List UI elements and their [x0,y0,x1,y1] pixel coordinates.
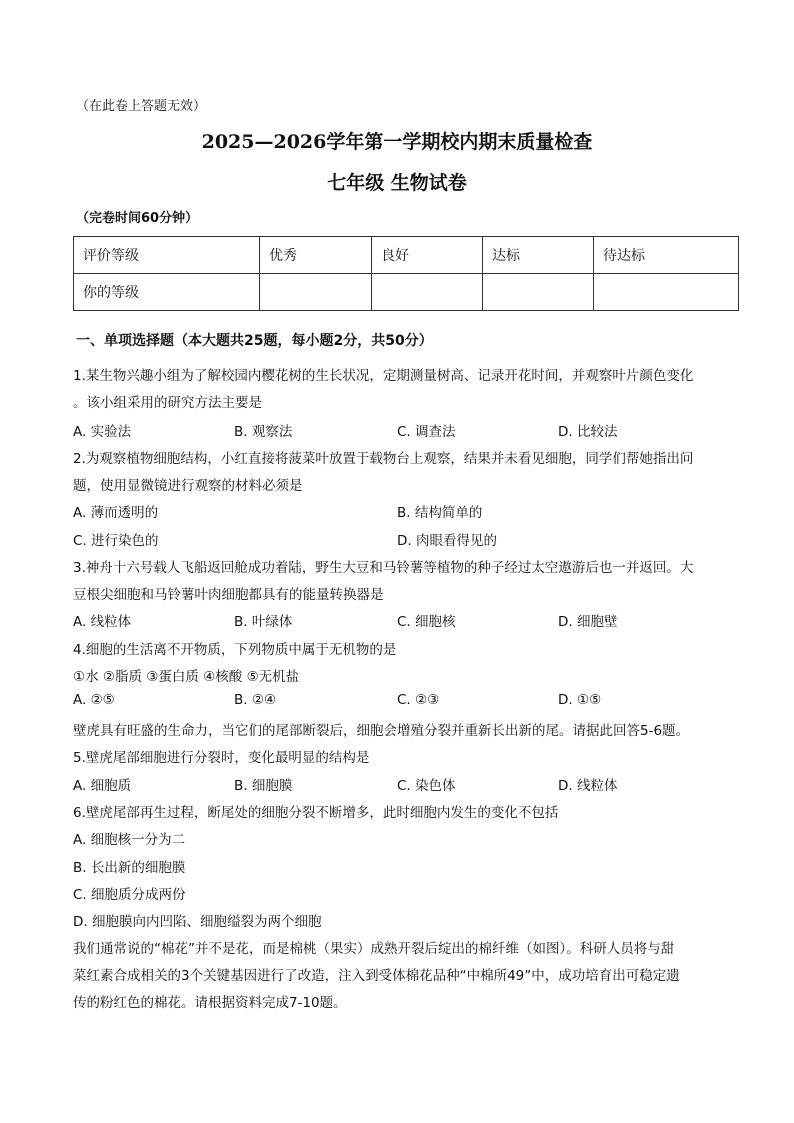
q4-option-b: B. ②④ [234,692,277,708]
q2-option-a: A. 薄而透明的 [73,505,159,521]
question-3-text-cont: 豆根尖细胞和马铃薯叶肉细胞都具有的能量转换器是 [73,587,384,603]
q1-option-c: C. 调查法 [397,424,456,440]
question-6-text: 6.壁虎尾部再生过程，断尾处的细胞分裂不断增多，此时细胞内发生的变化不包括 [73,805,559,821]
q4-option-c: C. ②③ [397,692,440,708]
q5-option-d: D. 线粒体 [558,778,618,794]
q6-option-b: B. 长出新的细胞膜 [73,860,186,876]
passage-gecko: 壁虎具有旺盛的生命力，当它们的尾部断裂后，细胞会增殖分裂并重新长出新的尾。请据此回答5-6题。 [73,723,690,739]
question-4-text: 4.细胞的生活离不开物质，下列物质中属于无机物的是 [73,642,397,658]
question-1-text-cont: 。该小组采用的研究方法主要是 [73,395,262,411]
grade-table [73,236,739,311]
q3-option-d: D. 细胞壁 [558,614,618,630]
q1-option-b: B. 观察法 [234,424,293,440]
q5-option-c: C. 染色体 [397,778,456,794]
table-row [74,274,739,311]
grade-entry-cell[interactable] [594,274,739,311]
question-3-text: 3.神舟十六号载人飞船返回舱成功着陆，野生大豆和马铃薯等植物的种子经过太空遨游后也一并返回。大 [73,560,694,576]
q5-option-a: A. 细胞质 [73,778,132,794]
answer-invalid-note: （在此卷上答题无效） [76,99,207,114]
q6-option-a: A. 细胞核一分为二 [73,832,186,848]
passage-cotton: 我们通常说的“棉花”并不是花，而是棉桃（果实）成熟开裂后绽出的棉纤维（如图）。科研人员将与甜 [73,941,675,957]
question-2-text: 2.为观察植物细胞结构，小红直接将菠菜叶放置于载物台上观察，结果并未看见细胞，同学们帮她指出问 [73,451,694,467]
q6-option-d: D. 细胞膜向内凹陷、细胞缢裂为两个细胞 [73,914,322,930]
question-4-items: ①水 ②脂质 ③蛋白质 ④核酸 ⑤无机盐 [73,669,300,685]
q4-option-d: D. ①⑤ [558,692,602,708]
table-cell: 达标 [483,237,594,274]
question-5-text: 5.壁虎尾部细胞进行分裂时，变化最明显的结构是 [73,750,370,766]
q2-option-c: C. 进行染色的 [73,533,159,549]
question-2-text-cont: 题，使用显微镜进行观察的材料必须是 [73,478,303,494]
q4-option-a: A. ②⑤ [73,692,115,708]
q3-option-a: A. 线粒体 [73,614,132,630]
q2-option-b: B. 结构简单的 [397,505,483,521]
table-cell: 待达标 [594,237,739,274]
passage-cotton-end: 传的粉红色的棉花。请根据资料完成7-10题。 [73,995,347,1011]
table-cell: 评价等级 [74,237,260,274]
passage-cotton-cont: 菜红素合成相关的3个关键基因进行了改造，注入到受体棉花品种“中棉所49”中，成功培育出可稳定遗 [73,968,680,984]
q3-option-b: B. 叶绿体 [234,614,293,630]
q5-option-b: B. 细胞膜 [234,778,293,794]
exam-title: 2025—2026学年第一学期校内期末质量检查 [201,131,593,153]
q6-option-c: C. 细胞质分成两份 [73,887,186,903]
q2-option-d: D. 肉眼看得见的 [397,533,497,549]
exam-subtitle: 七年级 生物试卷 [327,172,467,194]
question-1-text: 1.某生物兴趣小组为了解校园内樱花树的生长状况，定期测量树高、记录开花时间，并观察叶片颜色变化 [73,368,694,384]
table-cell: 你的等级 [74,274,260,311]
time-limit: （完卷时间60分钟） [76,211,199,226]
table-cell: 优秀 [260,237,372,274]
table-cell: 良好 [372,237,483,274]
q1-option-a: A. 实验法 [73,424,132,440]
grade-entry-cell[interactable] [372,274,483,311]
grade-entry-cell[interactable] [483,274,594,311]
table-row [74,237,739,274]
section-heading: 一、单项选择题（本大题共25题，每小题2分，共50分） [76,333,433,349]
q3-option-c: C. 细胞核 [397,614,456,630]
q1-option-d: D. 比较法 [558,424,618,440]
grade-entry-cell[interactable] [260,274,372,311]
